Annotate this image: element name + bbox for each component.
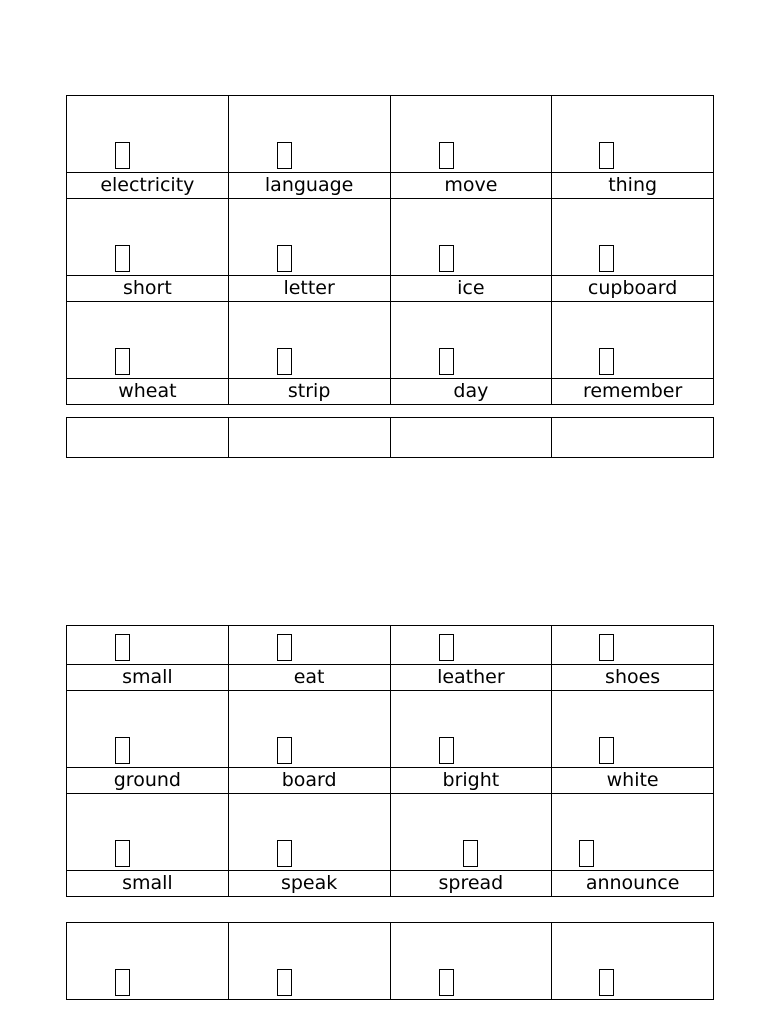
word-label: cupboard xyxy=(552,276,714,302)
glyph-cell xyxy=(552,794,714,871)
glyph-cell xyxy=(391,302,553,379)
answer-cell xyxy=(229,418,391,458)
word-label: language xyxy=(229,173,391,199)
word-label: shoes xyxy=(552,665,714,691)
word-label: ground xyxy=(67,768,229,794)
missing-glyph-icon xyxy=(599,142,614,169)
word-label: leather xyxy=(391,665,553,691)
glyph-row xyxy=(67,691,714,768)
word-label: short xyxy=(67,276,229,302)
glyph-cell xyxy=(552,302,714,379)
word-label: board xyxy=(229,768,391,794)
word-label: day xyxy=(391,379,553,405)
glyph-row xyxy=(67,199,714,276)
answer-row xyxy=(67,418,714,458)
missing-glyph-icon xyxy=(277,142,292,169)
vocabulary-table-2 xyxy=(66,625,714,897)
word-row xyxy=(67,173,714,199)
glyph-cell xyxy=(229,794,391,871)
word-label: eat xyxy=(229,665,391,691)
word-label: small xyxy=(67,665,229,691)
missing-glyph-icon xyxy=(115,245,130,272)
answer-row-table-2 xyxy=(66,922,714,1000)
glyph-cell xyxy=(229,923,391,1000)
glyph-cell xyxy=(391,691,553,768)
word-label: ice xyxy=(391,276,553,302)
glyph-cell xyxy=(67,794,229,871)
glyph-cell xyxy=(552,626,714,665)
word-row xyxy=(67,871,714,897)
missing-glyph-icon xyxy=(277,245,292,272)
glyph-cell xyxy=(67,96,229,173)
answer-cell xyxy=(391,418,553,458)
missing-glyph-icon xyxy=(115,840,130,867)
glyph-row xyxy=(67,96,714,173)
missing-glyph-icon xyxy=(439,142,454,169)
glyph-row xyxy=(67,794,714,871)
missing-glyph-icon xyxy=(439,348,454,375)
word-label: spread xyxy=(391,871,553,897)
word-label: white xyxy=(552,768,714,794)
glyph-cell xyxy=(391,199,553,276)
word-label: move xyxy=(391,173,553,199)
missing-glyph-icon xyxy=(115,142,130,169)
glyph-cell xyxy=(391,96,553,173)
missing-glyph-icon xyxy=(599,737,614,764)
glyph-cell xyxy=(229,96,391,173)
glyph-cell xyxy=(67,923,229,1000)
word-row xyxy=(67,768,714,794)
missing-glyph-icon xyxy=(115,634,130,661)
missing-glyph-icon xyxy=(115,348,130,375)
missing-glyph-icon xyxy=(579,840,594,867)
missing-glyph-icon xyxy=(599,634,614,661)
missing-glyph-icon xyxy=(277,737,292,764)
word-row xyxy=(67,379,714,405)
glyph-cell xyxy=(229,199,391,276)
word-label: wheat xyxy=(67,379,229,405)
glyph-cell xyxy=(391,794,553,871)
vocabulary-table-1 xyxy=(66,95,714,405)
word-label: remember xyxy=(552,379,714,405)
word-label: speak xyxy=(229,871,391,897)
glyph-row xyxy=(67,923,714,1000)
word-label: strip xyxy=(229,379,391,405)
glyph-cell xyxy=(229,302,391,379)
word-label: small xyxy=(67,871,229,897)
glyph-cell xyxy=(552,96,714,173)
word-label: electricity xyxy=(67,173,229,199)
missing-glyph-icon xyxy=(599,969,614,996)
missing-glyph-icon xyxy=(277,634,292,661)
missing-glyph-icon xyxy=(277,348,292,375)
answer-row-table-1 xyxy=(66,417,714,458)
missing-glyph-icon xyxy=(277,969,292,996)
missing-glyph-icon xyxy=(439,634,454,661)
missing-glyph-icon xyxy=(463,840,478,867)
answer-cell xyxy=(552,418,714,458)
missing-glyph-icon xyxy=(277,840,292,867)
missing-glyph-icon xyxy=(439,969,454,996)
glyph-row xyxy=(67,302,714,379)
word-row xyxy=(67,665,714,691)
word-label: thing xyxy=(552,173,714,199)
answer-cell xyxy=(67,418,229,458)
glyph-cell xyxy=(229,626,391,665)
glyph-cell xyxy=(67,199,229,276)
glyph-cell xyxy=(391,626,553,665)
missing-glyph-icon xyxy=(439,737,454,764)
glyph-cell xyxy=(552,691,714,768)
glyph-cell xyxy=(552,923,714,1000)
missing-glyph-icon xyxy=(115,737,130,764)
missing-glyph-icon xyxy=(439,245,454,272)
glyph-row xyxy=(67,626,714,665)
word-row xyxy=(67,276,714,302)
glyph-cell xyxy=(67,302,229,379)
word-label: letter xyxy=(229,276,391,302)
word-label: announce xyxy=(552,871,714,897)
glyph-cell xyxy=(67,691,229,768)
glyph-cell xyxy=(229,691,391,768)
missing-glyph-icon xyxy=(599,245,614,272)
missing-glyph-icon xyxy=(115,969,130,996)
glyph-cell xyxy=(552,199,714,276)
missing-glyph-icon xyxy=(599,348,614,375)
glyph-cell xyxy=(391,923,553,1000)
word-label: bright xyxy=(391,768,553,794)
glyph-cell xyxy=(67,626,229,665)
